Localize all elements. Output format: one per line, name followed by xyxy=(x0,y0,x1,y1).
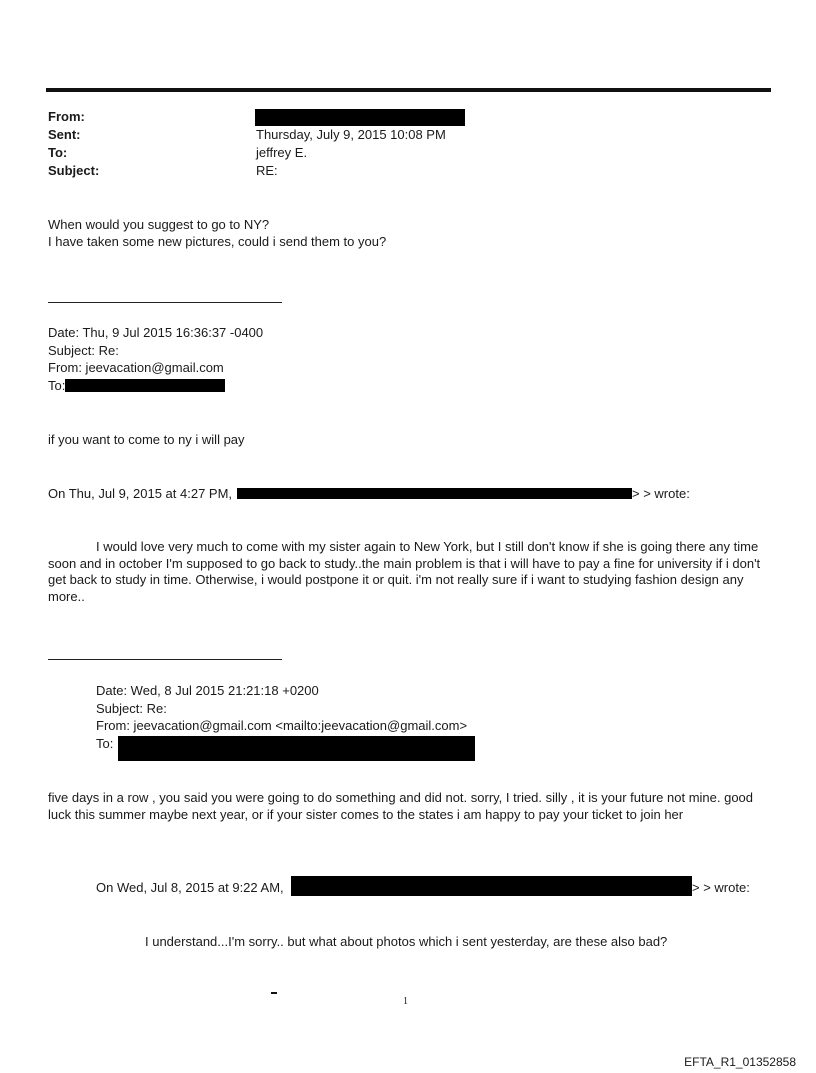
quote2-date: Date: Wed, 8 Jul 2015 21:21:18 +0200 xyxy=(96,683,319,698)
body-line-2: I have taken some new pictures, could i send them to you? xyxy=(48,234,387,249)
subject-value: RE: xyxy=(256,163,278,178)
sent-label: Sent: xyxy=(48,127,81,142)
to-label: To: xyxy=(48,145,68,160)
quote2-subject: Subject: Re: xyxy=(96,701,167,716)
from-label: From: xyxy=(48,109,85,124)
body-line-1: When would you suggest to go to NY? xyxy=(48,217,270,232)
quote1-wrote-suffix: > > wrote: xyxy=(632,486,690,501)
separator-2 xyxy=(48,659,282,660)
quote1-subject: Subject: Re: xyxy=(48,343,119,358)
redacted-quote1-to xyxy=(65,379,225,392)
quote1-from: From: jeevacation@gmail.com xyxy=(48,360,224,375)
separator-1 xyxy=(48,302,282,303)
redacted-quote2-sender xyxy=(291,876,692,896)
quote1-reply: I would love very much to come with my sister again to New York, but I still don't know if she is going there any time soon and in october I'm supposed to go back to study..the main problem is that i will have to pay a fine for university if i don't get back to study in time. Otherwise, i would postpone it or quit. i'm not really sure if i want to studying fashion design any more.. xyxy=(48,539,761,604)
quote2-wrote-prefix: On Wed, Jul 8, 2015 at 9:22 AM, xyxy=(96,880,284,895)
document-id: EFTA_R1_01352858 xyxy=(684,1055,796,1069)
quote1-message: if you want to come to ny i will pay xyxy=(48,432,245,447)
quote2-from: From: jeevacation@gmail.com <mailto:jeevacation@gmail.com> xyxy=(96,718,468,733)
quote1-wrote-prefix: On Thu, Jul 9, 2015 at 4:27 PM, xyxy=(48,486,233,501)
redacted-quote1-sender xyxy=(237,488,632,499)
stray-mark xyxy=(271,992,277,994)
quote2-reply: I understand...I'm sorry.. but what about photos which i sent yesterday, are these also bad? xyxy=(145,934,668,949)
header-rule xyxy=(46,88,771,92)
quote1-to: To: xyxy=(48,378,66,393)
quote1-date: Date: Thu, 9 Jul 2015 16:36:37 -0400 xyxy=(48,325,264,340)
redacted-quote2-to xyxy=(118,736,475,761)
to-value: jeffrey E. xyxy=(256,145,308,160)
page-number: 1 xyxy=(403,996,408,1007)
quote2-wrote-suffix: > > wrote: xyxy=(692,880,750,895)
quote2-to: To: xyxy=(96,736,114,751)
redacted-from xyxy=(255,109,465,126)
quote2-message: five days in a row , you said you were going to do something and did not. sorry, I tried. silly , it is your future not mine. good luck this summer maybe next year, or if your sister comes to the states i am happy to pay your ticket to join her xyxy=(48,790,754,822)
subject-label: Subject: xyxy=(48,163,100,178)
sent-value: Thursday, July 9, 2015 10:08 PM xyxy=(256,127,446,142)
